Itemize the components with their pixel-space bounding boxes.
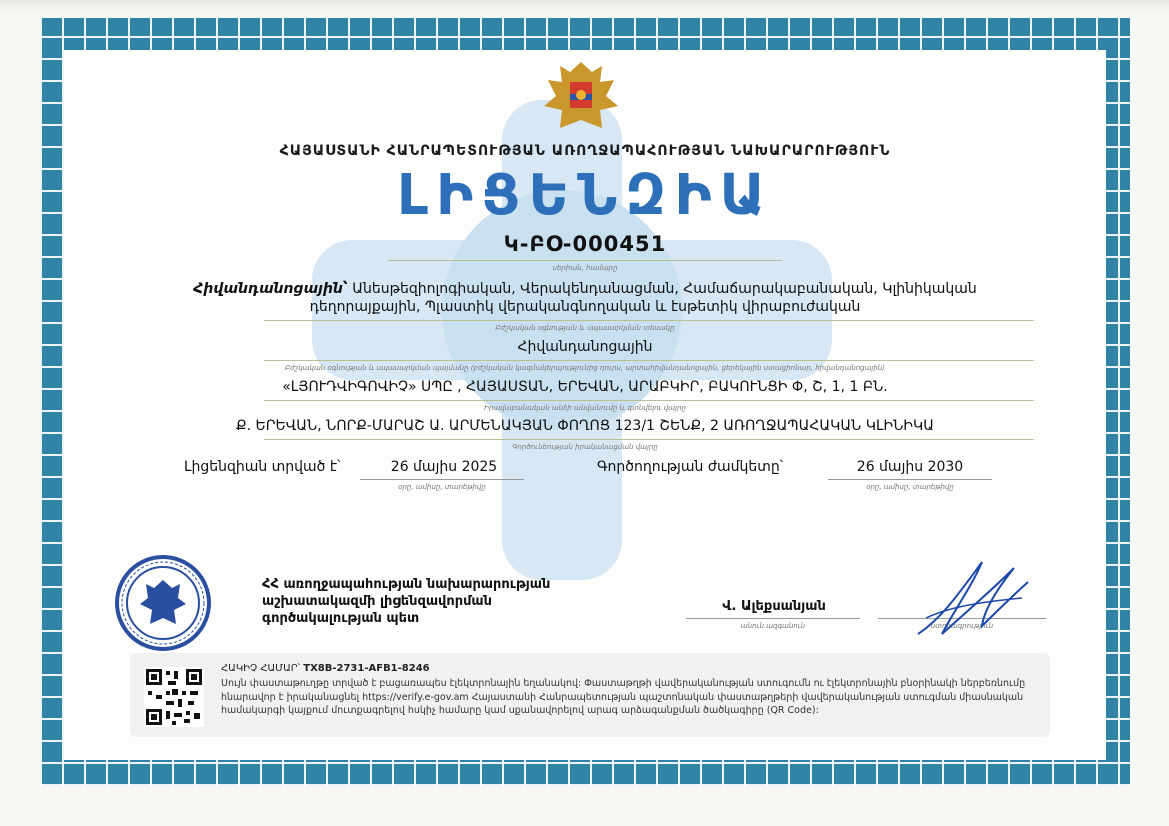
rule	[264, 320, 1034, 321]
caption-place-label: Գործունեության իրականացման վայրը	[512, 443, 658, 451]
issued-label: Լիցենզիան տրված է՝	[184, 459, 341, 475]
verification-text: Սույն փաստաթուղթը տրված է բացառապես էլեկտրոնային եղանակով: Փաստաթղթի վավերականության ստուգումն ու էլեկտրոնային բնօրինակի ներբեռնումը հնարավոր է իրականացնել https://verify.e-gov.am Հայաստանի Հանրապետության պաշտոնական փաստաթղթերի վավերականության ստուգման միասնական համակարգի կայքում մուտքագրելով հսկիչ համարը կամ սքանավորելով արագ արձագանքման ծածկագիրը (QR Code):	[221, 678, 1026, 716]
rule	[686, 618, 860, 619]
sheet-edge	[0, 0, 1169, 14]
rule	[828, 479, 992, 480]
valid-date: 26 մայիս 2030	[856, 459, 964, 475]
caption-name: անուն ազգանուն	[740, 622, 806, 630]
caption-legal-form: Բժշկական օգնության և սպասարկման պայմանը (բժշկական կազմակերպությունից դուրս, արտահիվանդանոցային, ցերեկային ստացիոնար, հիվանդանոցային)	[285, 364, 885, 372]
position-line: ՀՀ առողջապահության նախարարության	[262, 577, 551, 592]
document-title: ԼԻՑԵՆԶԻԱ	[396, 163, 774, 228]
verification-code	[221, 663, 430, 674]
valid-label: Գործողության ժամկետը՝	[597, 459, 784, 475]
coat-of-arms-icon	[540, 58, 622, 136]
activity-bold: Հիվանդանոցային՝	[193, 281, 348, 297]
certificate-body	[64, 50, 1106, 760]
activity-line-2: դեղորայքային, Պլաստիկ վերականգնողական և էսթետիկ վիրաբուժական	[309, 299, 861, 315]
position-line: գործակալության պետ	[262, 611, 420, 626]
signer-name: Վ. Ալեքսանյան	[722, 599, 826, 614]
handwritten-signature-icon	[912, 548, 1032, 644]
caption-signature: ստորագրություն	[930, 622, 994, 630]
position-line: աշխատակազմի լիցենզավորման	[262, 594, 492, 609]
activity-line-1	[64, 281, 1106, 297]
activity-address: Ք. ԵՐԵՎԱՆ, ՆՈՐՔ-ՄԱՐԱՇ Ա. ԱՐՄԵՆԱԿՅԱՆ ՓՈՂՈՑ 123/1 ՇԵՆՔ, 2 ԱՌՈՂՋԱՊԱՀԱԿԱՆ ԿԼԻՆԻԿԱ	[236, 418, 934, 434]
official-seal-icon	[114, 554, 212, 652]
license-number: Կ-ԲՕ-000451	[503, 232, 667, 256]
verification-code-label: ՀԱԿԻՉ ՀԱՄԱՐ՝	[221, 663, 304, 674]
rule	[388, 260, 782, 261]
issued-date: 26 մայիս 2025	[390, 459, 498, 475]
care-type: Հիվանդանոցային	[517, 339, 653, 355]
verification-code-value: TX8B-2731-AFB1-8246	[303, 663, 430, 674]
ministry-name: ՀԱՅԱՍՏԱՆԻ ՀԱՆՐԱՊԵՏՈՒԹՅԱՆ ԱՌՈՂՋԱՊԱՀՈՒԹՅԱՆ ՆԱԽԱՐԱՐՈՒԹՅՈՒՆ	[279, 143, 891, 159]
organization: «ԼՅՈՒԴՎԻԳՈՎԻՉ» ՍՊԸ , ՀԱՅԱՍՏԱՆ, ԵՐԵՎԱՆ, ԱՐԱԲԿԻՐ, ԲԱԿՈՒՆՑԻ Փ, Շ, 1, 1 ԲՆ.	[282, 379, 888, 395]
caption-address-label: Իրավաբանական անձի անվանումը և գտնվելու վայրը	[484, 404, 686, 412]
caption-series: սերիան, համարը	[552, 264, 618, 272]
caption-date-2: օրը, ամիսը, տարեթիվը	[866, 483, 954, 491]
rule	[264, 439, 1034, 440]
rule	[264, 360, 1034, 361]
signer-position	[262, 576, 550, 627]
rule	[360, 479, 524, 480]
activity-text: Անեսթեզիոլոգիական, Վերակենդանացման, Համաճարակաբանական, Կլինիկական	[347, 281, 977, 297]
caption-date-1: օրը, ամիսը, տարեթիվը	[398, 483, 486, 491]
caption-activity: Բժշկական օգնության և սպասարկման տեսակը	[495, 324, 675, 332]
qr-code-icon[interactable]	[144, 667, 204, 727]
rule	[264, 400, 1034, 401]
